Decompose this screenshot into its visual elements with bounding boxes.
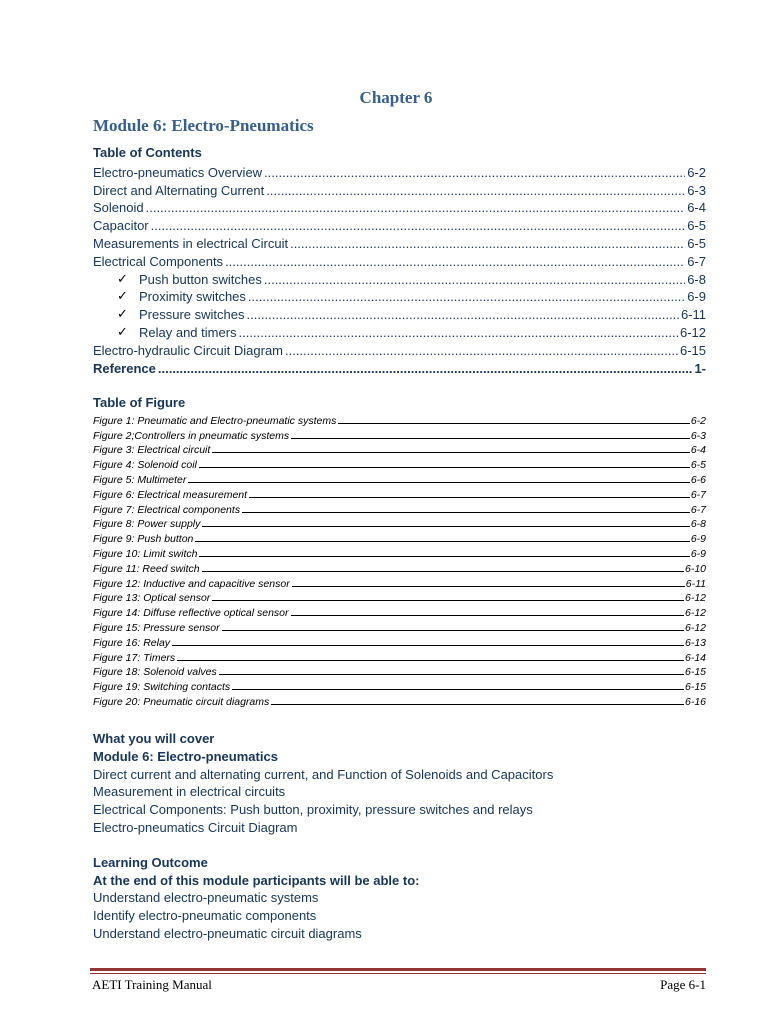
toc-entry-page: 6-9 (687, 289, 706, 305)
underscore-leader (242, 512, 690, 513)
figure-entry[interactable] (93, 501, 706, 516)
figure-entry-label: Figure 3: Electrical circuit (93, 444, 211, 457)
figure-entry[interactable] (93, 664, 706, 679)
figure-entry-label: Figure 6: Electrical measurement (93, 488, 248, 501)
cover-item: Measurement in electrical circuits (93, 784, 286, 800)
underscore-leader (291, 438, 690, 439)
figure-entry-page: 6-3 (690, 429, 706, 442)
figure-entry-label: Figure 12: Inductive and capacitive sensor (93, 577, 290, 590)
dot-leader (248, 289, 685, 304)
cover-heading: What you will cover (93, 731, 215, 746)
figure-entry-label: Figure 19: Switching contacts (93, 681, 231, 694)
figure-entry-label: Figure 7: Electrical components (93, 503, 241, 516)
toc-entry-label: Direct and Alternating Current (93, 182, 265, 198)
toc-entry-label: Relay and timers (139, 324, 237, 340)
figure-entry-page: 6-7 (690, 503, 706, 516)
underscore-leader (338, 423, 689, 424)
figure-entry[interactable] (93, 693, 706, 708)
figure-entry[interactable] (93, 471, 706, 486)
figure-entry-label: Figure 17: Timers (93, 651, 176, 664)
toc-entry-page: 6-5 (687, 218, 706, 234)
toc-entry-page: 6-3 (687, 182, 706, 198)
figure-entry-page: 6-12 (684, 592, 706, 605)
toc-entry-label: Electro-hydraulic Circuit Diagram (93, 342, 283, 358)
underscore-leader (188, 482, 689, 483)
figure-entry[interactable] (93, 634, 706, 649)
underscore-leader (291, 615, 684, 616)
outcome-intro: At the end of this module participants will be able to: (93, 872, 420, 888)
underscore-leader (172, 645, 684, 646)
figure-entry-label: Figure 10: Limit switch (93, 547, 198, 560)
figure-entry-page: 6-11 (685, 577, 706, 590)
figure-entry-label: Figure 20: Pneumatic circuit diagrams (93, 695, 270, 708)
footer-rule-thin (90, 973, 706, 974)
figure-entry-page: 6-10 (684, 562, 706, 575)
cover-item: Direct current and alternating current, and Function of Solenoids and Capacitors (93, 766, 554, 782)
figure-entry[interactable] (93, 427, 706, 442)
figure-entry-label: Figure 5: Multimeter (93, 473, 187, 486)
dot-leader (290, 236, 685, 251)
checkmark-icon: ✓ (117, 323, 128, 339)
figure-entry-page: 6-5 (690, 459, 706, 472)
footer-rule (90, 968, 706, 971)
outcome-item: Understand electro-pneumatic circuit diagrams (93, 925, 362, 941)
figure-entry[interactable] (93, 560, 706, 575)
figure-entry-page: 6-13 (684, 636, 706, 649)
dot-leader (246, 307, 678, 322)
figure-entry-label: Figure 8: Power supply (93, 518, 201, 531)
figure-entry[interactable] (93, 486, 706, 501)
figure-entry[interactable] (93, 604, 706, 619)
dot-leader (264, 272, 685, 287)
dot-leader (285, 343, 678, 358)
figure-entry-label: Figure 1: Pneumatic and Electro-pneumatic systems (93, 414, 337, 427)
toc-entry-label: Solenoid (93, 200, 144, 216)
underscore-leader (222, 630, 684, 631)
cover-item: Electro-pneumatics Circuit Diagram (93, 819, 298, 835)
dot-leader (225, 254, 685, 269)
toc-entry-label: Reference (93, 360, 156, 376)
toc-entry-label: Measurements in electrical Circuit (93, 235, 289, 251)
cover-module: Module 6: Electro-pneumatics (93, 748, 278, 764)
figure-entry[interactable] (93, 649, 706, 664)
toc-entry-label: Capacitor (93, 218, 149, 234)
underscore-leader (212, 600, 684, 601)
figure-entry[interactable] (93, 619, 706, 634)
underscore-leader (249, 497, 690, 498)
toc-entry[interactable] (93, 269, 706, 287)
figure-entry[interactable] (93, 590, 706, 605)
toc-heading: Table of Contents (93, 145, 202, 160)
toc-entry-label: Pressure switches (139, 307, 245, 323)
underscore-leader (232, 689, 684, 690)
checkmark-icon: ✓ (117, 288, 128, 304)
figure-entry-label: Figure 9: Push button (93, 533, 194, 546)
figure-entry-label: Figure 15: Pressure sensor (93, 621, 220, 634)
checkmark-icon: ✓ (117, 306, 128, 322)
underscore-leader (292, 586, 685, 587)
figure-entry-page: 6-16 (684, 695, 706, 708)
table-of-contents (93, 162, 706, 376)
dot-leader (264, 165, 685, 180)
figure-entry[interactable] (93, 516, 706, 531)
toc-entry[interactable] (93, 198, 706, 216)
toc-entry-page: 6-15 (679, 342, 706, 358)
toc-entry[interactable] (93, 180, 706, 198)
figure-entry-label: Figure 18: Solenoid valves (93, 666, 217, 679)
figure-entry-page: 6-2 (690, 414, 706, 427)
underscore-leader (177, 660, 684, 661)
toc-entry[interactable] (93, 304, 706, 322)
underscore-leader (199, 556, 689, 557)
underscore-leader (202, 526, 689, 527)
dot-leader (146, 200, 686, 215)
figure-entry[interactable] (93, 456, 706, 471)
chapter-title: Chapter 6 (359, 88, 433, 107)
toc-entry[interactable] (93, 251, 706, 269)
toc-entry[interactable] (93, 287, 706, 305)
dot-leader (239, 325, 678, 340)
figure-entry-label: Figure 16: Relay (93, 636, 171, 649)
toc-entry-page: 6-8 (687, 271, 706, 287)
toc-entry[interactable] (93, 215, 706, 233)
module-title: Module 6: Electro-Pneumatics (93, 116, 314, 135)
figure-entry-label: Figure 13: Optical sensor (93, 592, 211, 605)
figure-entry-label: Figure 4: Solenoid coil (93, 459, 197, 472)
figure-entry-page: 6-6 (690, 473, 706, 486)
outcome-heading: Learning Outcome (93, 854, 208, 870)
toc-entry-label: Electro-pneumatics Overview (93, 164, 263, 180)
figure-entry[interactable] (93, 442, 706, 457)
toc-entry-page: 6-4 (687, 200, 706, 216)
dot-leader (158, 361, 693, 376)
underscore-leader (202, 571, 684, 572)
figure-entry[interactable] (93, 545, 706, 560)
toc-entry[interactable] (93, 340, 706, 358)
figure-entry-page: 6-9 (690, 533, 706, 546)
toc-entry-page: 6-7 (687, 253, 706, 269)
checkmark-icon: ✓ (117, 270, 128, 286)
underscore-leader (195, 541, 689, 542)
dot-leader (151, 218, 686, 233)
figure-entry-page: 6-9 (690, 547, 706, 560)
figure-entry-page: 6-14 (684, 651, 706, 664)
toc-entry[interactable] (93, 233, 706, 251)
table-of-figures (93, 412, 706, 708)
toc-entry-label: Proximity switches (139, 289, 246, 305)
figure-entry-label: Figure 2;Controllers in pneumatic systems (93, 429, 290, 442)
toc-entry-label: Push button switches (139, 271, 262, 287)
cover-section (93, 730, 553, 943)
figure-entry-label: Figure 14: Diffuse reflective optical sensor (93, 607, 289, 620)
underscore-leader (271, 704, 684, 705)
cover-item: Electrical Components: Push button, proximity, pressure switches and relays (93, 802, 533, 818)
toc-entry-page: 6-12 (679, 324, 706, 340)
underscore-leader (219, 674, 684, 675)
underscore-leader (199, 467, 690, 468)
figure-entry[interactable] (93, 412, 706, 427)
footer-manual-name: AETI Training Manual (92, 977, 212, 992)
figures-heading: Table of Figure (93, 395, 186, 410)
toc-entry[interactable] (93, 162, 706, 180)
figure-entry-page: 6-12 (684, 621, 706, 634)
toc-entry-page: 6-5 (687, 235, 706, 251)
figure-entry-label: Figure 11: Reed switch (93, 562, 200, 575)
toc-entry-page: 1- (694, 360, 706, 376)
figure-entry-page: 6-7 (690, 488, 706, 501)
toc-entry-page: 6-2 (687, 164, 706, 180)
figure-entry-page: 6-12 (684, 607, 706, 620)
figure-entry-page: 6-15 (684, 681, 706, 694)
outcome-item: Understand electro-pneumatic systems (93, 890, 319, 906)
figure-entry-page: 6-4 (690, 444, 706, 457)
figure-entry[interactable] (93, 575, 706, 590)
toc-entry-page: 6-11 (680, 307, 706, 323)
dot-leader (266, 183, 685, 198)
figure-entry-page: 6-8 (690, 518, 706, 531)
figure-entry[interactable] (93, 530, 706, 545)
outcome-item: Identify electro-pneumatic components (93, 908, 317, 924)
figure-entry-page: 6-15 (684, 666, 706, 679)
figure-entry[interactable] (93, 678, 706, 693)
toc-entry-label: Electrical Components (93, 253, 224, 269)
footer-page-number: Page 6-1 (660, 977, 706, 992)
toc-entry[interactable] (93, 358, 706, 376)
underscore-leader (212, 452, 690, 453)
toc-entry[interactable] (93, 322, 706, 340)
